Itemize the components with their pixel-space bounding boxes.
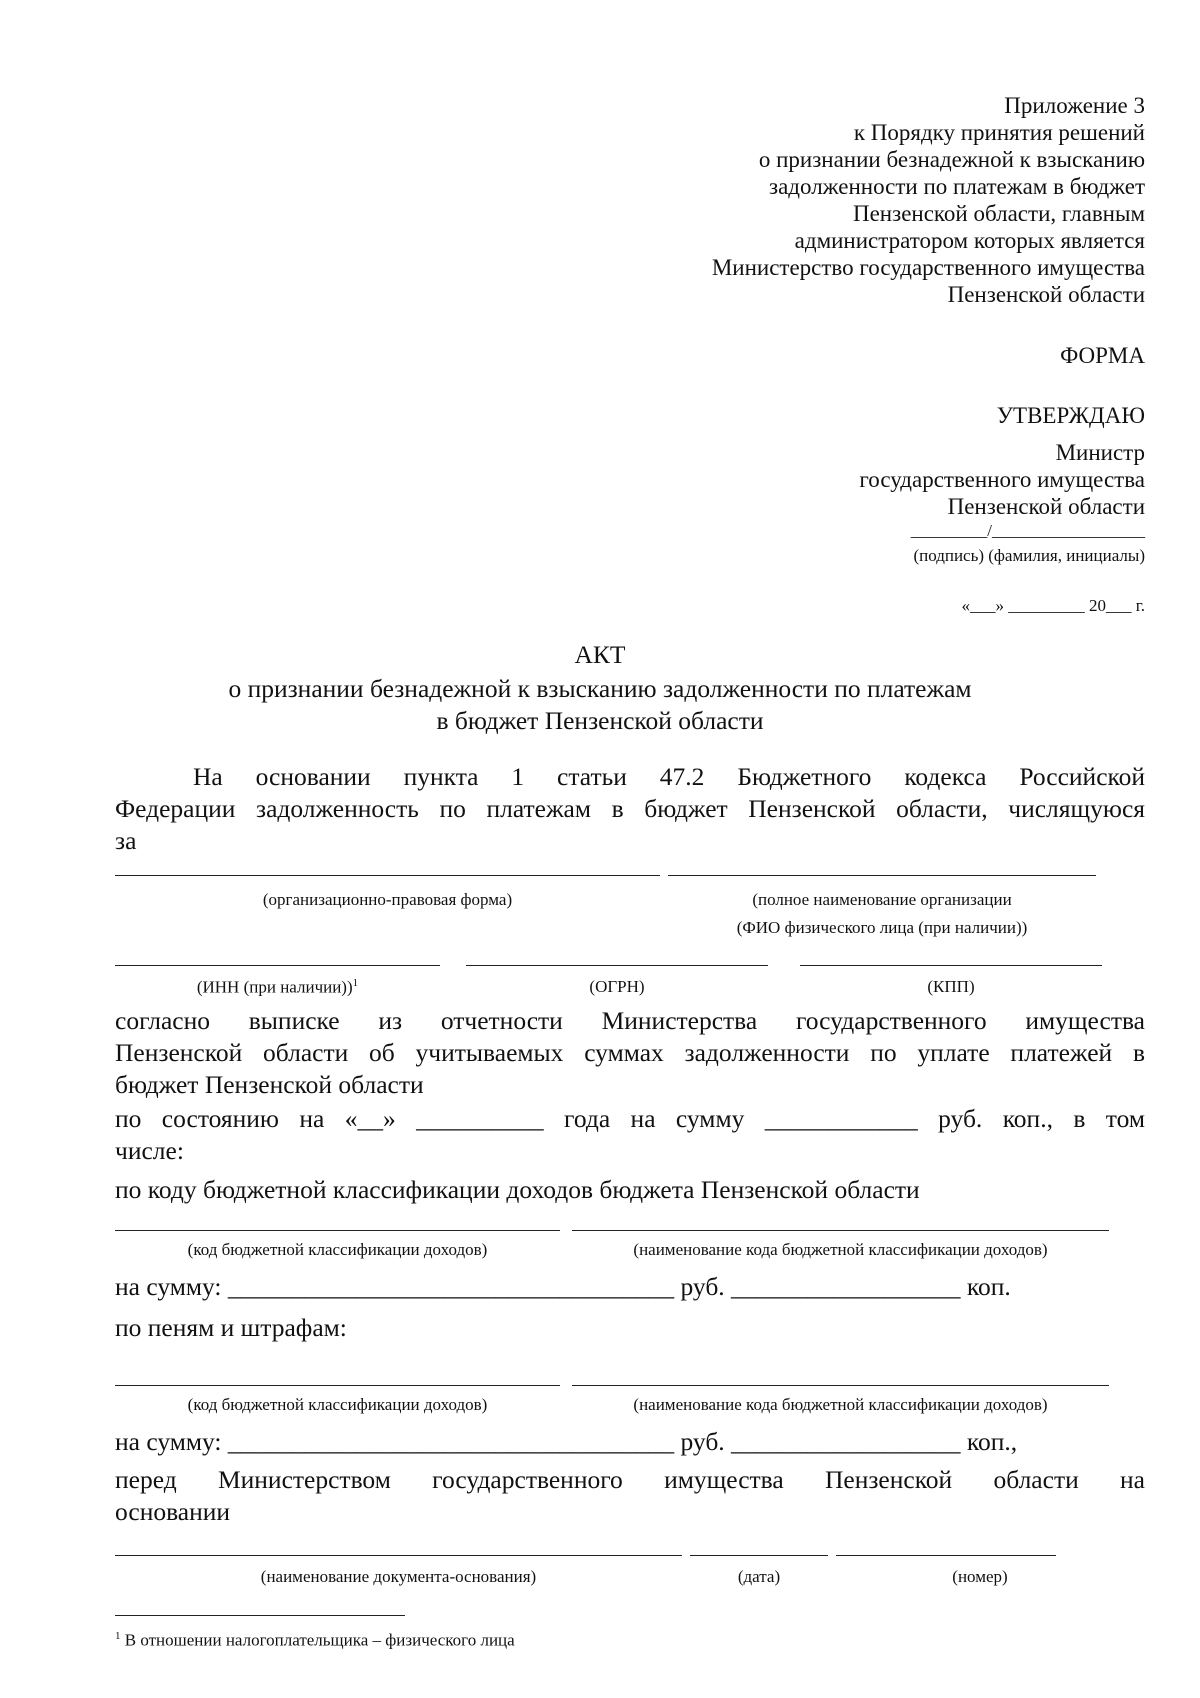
- appendix-line-4: задолженности по платежам в бюджет: [769, 174, 1145, 199]
- inn-field-line: [115, 965, 440, 966]
- kpp-field-line: [800, 965, 1102, 966]
- org-name-caption-2: (ФИО физического лица (при наличии)): [736, 918, 1028, 937]
- kbk-code-caption-1: (код бюджетной классификации доходов): [187, 1240, 488, 1259]
- inn-caption: [115, 977, 440, 998]
- approve-line-2: государственного имущества: [859, 467, 1145, 492]
- org-form-field-line: [115, 875, 660, 876]
- kbk-code-field-line-1: [115, 1230, 560, 1231]
- kpp-caption: (КПП): [927, 977, 975, 996]
- footnote-mark: 1: [115, 1630, 121, 1642]
- sum-line-2: на сумму: ___________________________________ руб. __________________ коп.,: [115, 1427, 1018, 1456]
- kbk-name-caption-1: (наименование кода бюджетной классификации доходов): [633, 1240, 1048, 1259]
- appendix-line-8: Пензенской области: [947, 282, 1145, 307]
- approve-line-3: Пензенской области: [947, 494, 1145, 519]
- kbk-code-caption-2: (код бюджетной классификации доходов): [187, 1395, 488, 1414]
- ogrn-caption: (ОГРН): [589, 977, 645, 996]
- date-caption: (дата): [737, 1567, 781, 1586]
- number-field-line: [836, 1555, 1056, 1556]
- paragraph-4: по коду бюджетной классификации доходов бюджета Пензенской области: [115, 1175, 920, 1204]
- document-basis-field-line: [115, 1555, 682, 1556]
- appendix-line-1: Приложение 3: [1004, 93, 1145, 118]
- number-caption: (номер): [952, 1567, 1008, 1586]
- act-subtitle-1: о признании безнадежной к взысканию задолженности по платежам: [228, 674, 972, 703]
- org-form-caption: (организационно-правовая форма): [262, 890, 513, 909]
- approve-line-1: Министр: [1055, 440, 1145, 465]
- act-title: АКТ: [574, 640, 626, 669]
- appendix-line-6: администратором которых является: [794, 228, 1145, 253]
- paragraph-2-line-1: согласно выписке из отчетности Министерства государственного имущества: [115, 1006, 1145, 1035]
- inn-caption-text: (ИНН (при наличии)): [196, 977, 353, 997]
- footnote-ref: 1: [352, 977, 359, 989]
- approve-title: УТВЕРЖДАЮ: [996, 403, 1145, 428]
- appendix-line-2: к Порядку принятия решений: [853, 120, 1145, 145]
- org-name-caption-1: (полное наименование организации: [752, 890, 1012, 909]
- approve-sign-caption: (подпись) (фамилия, инициалы): [913, 546, 1145, 565]
- paragraph-5-line-1: перед Министерством государственного имущества Пензенской области на: [115, 1465, 1145, 1494]
- footnote-separator: [115, 1615, 405, 1616]
- paragraph-3-line-2: числе:: [115, 1136, 184, 1165]
- ogrn-field-line: [466, 965, 768, 966]
- act-subtitle-2: в бюджет Пензенской области: [436, 706, 764, 735]
- org-name-field-line: [668, 875, 1096, 876]
- kbk-code-field-line-2: [115, 1385, 560, 1386]
- paragraph-2-line-3: бюджет Пензенской области: [115, 1070, 424, 1099]
- appendix-line-3: о признании безнадежной к взысканию: [758, 147, 1145, 172]
- paragraph-5-line-2: основании: [115, 1497, 231, 1526]
- kbk-name-field-line-1: [572, 1230, 1109, 1231]
- approve-date-line: «___» _________ 20___ г.: [961, 596, 1145, 615]
- kbk-name-field-line-2: [572, 1385, 1109, 1386]
- paragraph-1-line-1: На основании пункта 1 статьи 47.2 Бюджетного кодекса Российской: [193, 762, 1145, 791]
- paragraph-2-line-2: Пензенской области об учитываемых суммах задолженности по уплате платежей в: [115, 1038, 1145, 1067]
- footnote: [115, 1630, 515, 1651]
- kbk-name-caption-2: (наименование кода бюджетной классификации доходов): [633, 1395, 1048, 1414]
- approve-sign-line: _________/__________________: [910, 521, 1145, 540]
- appendix-line-7: Министерство государственного имущества: [711, 255, 1145, 280]
- forma-label: ФОРМА: [1060, 343, 1145, 368]
- penalties-label: по пеням и штрафам:: [115, 1313, 347, 1342]
- paragraph-3-line-1: по состоянию на «__» __________ года на сумму ____________ руб. коп., в том: [115, 1104, 1145, 1133]
- paragraph-1-line-2: Федерации задолженность по платежам в бюджет Пензенской области, числящуюся: [115, 794, 1145, 823]
- appendix-line-5: Пензенской области, главным: [852, 201, 1145, 226]
- sum-line-1: на сумму: ___________________________________ руб. __________________ коп.: [115, 1272, 1011, 1301]
- date-field-line: [690, 1555, 828, 1556]
- footnote-text: В отношении налогоплательщика – физического лица: [124, 1630, 515, 1650]
- document-basis-caption: (наименование документа-основания): [260, 1567, 537, 1586]
- paragraph-1-line-3: за: [115, 826, 137, 855]
